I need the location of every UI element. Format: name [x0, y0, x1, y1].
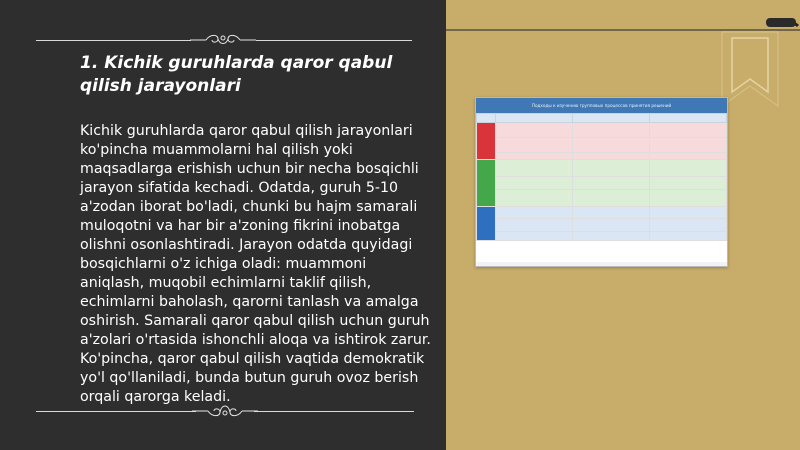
ornament-divider-icon	[188, 31, 258, 51]
table-header-row	[477, 114, 727, 123]
slide-body-text: Kichik guruhlarda qaror qabul qilish jarayonlari ko'pincha muammolarni hal qilish yoki maqsadlarga erishish uchun bir necha bosqichli jarayon sifatida kechadi. Odatda, guruh 5-10 a'zodan iborat bo'ladi, chunki bu hajm samarali muloqotni va har bir a'zoning fikrini inobatga olishni osonlashtiradi. Jarayon odatda quyidagi bosqichlarni o'z ichiga oladi: muammoni aniqlash, muqobil echimlarni taklif qilish, echimlarni baholash, qarorni tanlash va amalga oshirish. Samarali qaror qabul qilish uchun guruh a'zolari o'rtasida ishonchli aloqa va ishtirok zarur. Ko'pincha, qaror qabul qilish vaqtida demokratik yo'l qo'llaniladi, bunda butun guruh ovoz berish orqali qarorga keladi.	[80, 123, 431, 405]
table-row	[477, 177, 727, 190]
table-row	[477, 160, 727, 177]
table-row	[477, 232, 727, 241]
embedded-table-image	[475, 97, 728, 267]
bottom-divider-line-right	[254, 411, 414, 412]
top-divider-line-left	[36, 40, 191, 41]
table-row	[477, 190, 727, 207]
image-table	[476, 113, 727, 241]
bottom-divider-line-left	[36, 411, 196, 412]
image-title: Подходы к изучению групповых процессов принятия решений	[476, 98, 727, 113]
bookmark-ribbon-icon	[716, 18, 800, 118]
table-row	[477, 138, 727, 153]
table-row	[477, 123, 727, 138]
image-footer	[476, 262, 727, 266]
table-row	[477, 207, 727, 219]
slide-title: 1. Kichik guruhlarda qaror qabul qilish jarayonlari	[80, 53, 393, 96]
table-row	[477, 153, 727, 160]
table-row	[477, 219, 727, 232]
top-divider-line-right	[256, 40, 412, 41]
